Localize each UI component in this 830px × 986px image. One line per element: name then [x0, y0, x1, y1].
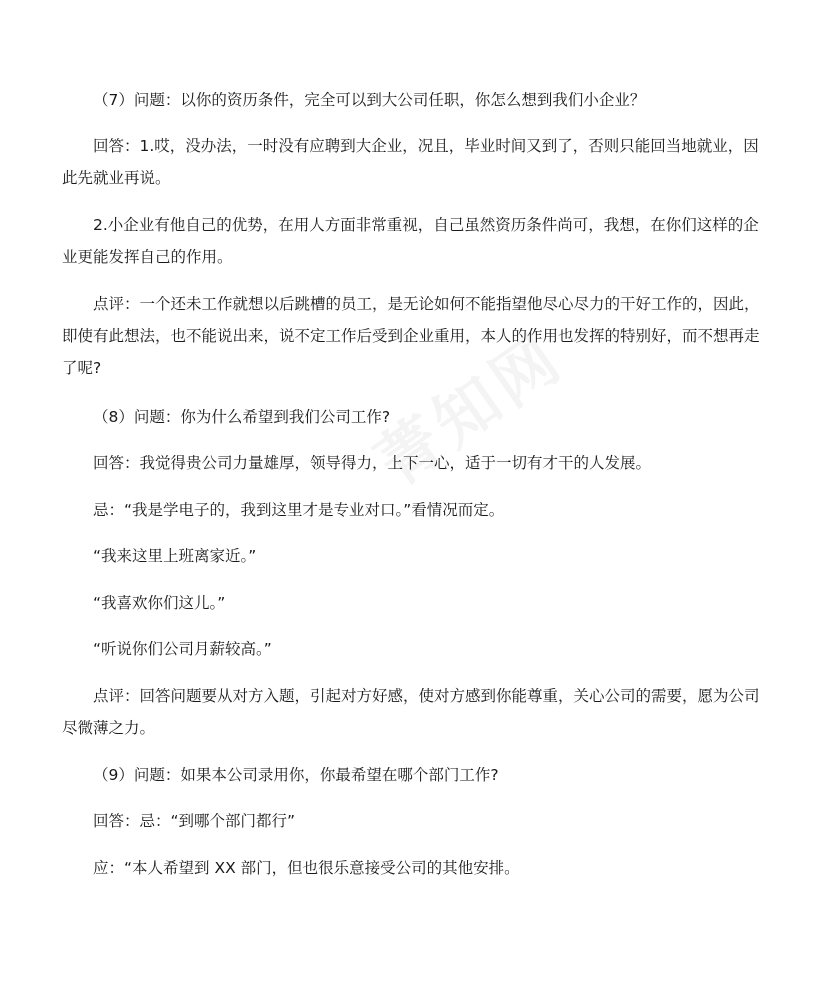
- avoid-8-3: “我喜欢你们这儿。”: [93, 594, 226, 612]
- avoid-8-2: “我来这里上班离家近。”: [93, 547, 257, 565]
- should-9: 应：“本人希望到 XX 部门，但也很乐意接受公司的其他安排。: [93, 859, 520, 877]
- answer-7-2: 2.小企业有他自己的优势，在用人方面非常重视，自己虽然资历条件尚可，我想，在你们这样的企业更能发挥自己的作用。: [62, 216, 759, 266]
- avoid-8-4: “听说你们公司月薪较高。”: [93, 640, 272, 658]
- avoid-8-1: 忌：“我是学电子的，我到这里才是专业对口。”看情况而定。: [93, 501, 505, 519]
- question-8: （8）问题：你为什么希望到我们公司工作?: [93, 408, 391, 426]
- comment-7: 点评：一个还未工作就想以后跳槽的员工，是无论如何不能指望他尽心尽力的干好工作的，因此，即使有此想法，也不能说出来，说不定工作后受到企业重用，本人的作用也发挥的特别好，而不想再走了呢?: [62, 295, 760, 377]
- comment-8: 点评：回答问题要从对方入题，引起对方好感，使对方感到你能尊重，关心公司的需要，愿为公司尽微薄之力。: [62, 687, 760, 737]
- question-7: （7）问题：以你的资历条件，完全可以到大公司任职，你怎么想到我们小企业？: [93, 91, 646, 109]
- answer-9: 回答：忌：“到哪个部门都行”: [93, 812, 296, 830]
- document-page: [62, 0, 772, 986]
- answer-8: 回答：我觉得贵公司力量雄厚，领导得力，上下一心，适于一切有才干的人发展。: [93, 454, 652, 472]
- question-9: （9）问题：如果本公司录用你，你最希望在哪个部门工作?: [93, 766, 499, 784]
- answer-7-1: 回答：1.哎，没办法，一时没有应聘到大企业，况且，毕业时间又到了，否则只能回当地就业，因此先就业再说。: [62, 137, 759, 187]
